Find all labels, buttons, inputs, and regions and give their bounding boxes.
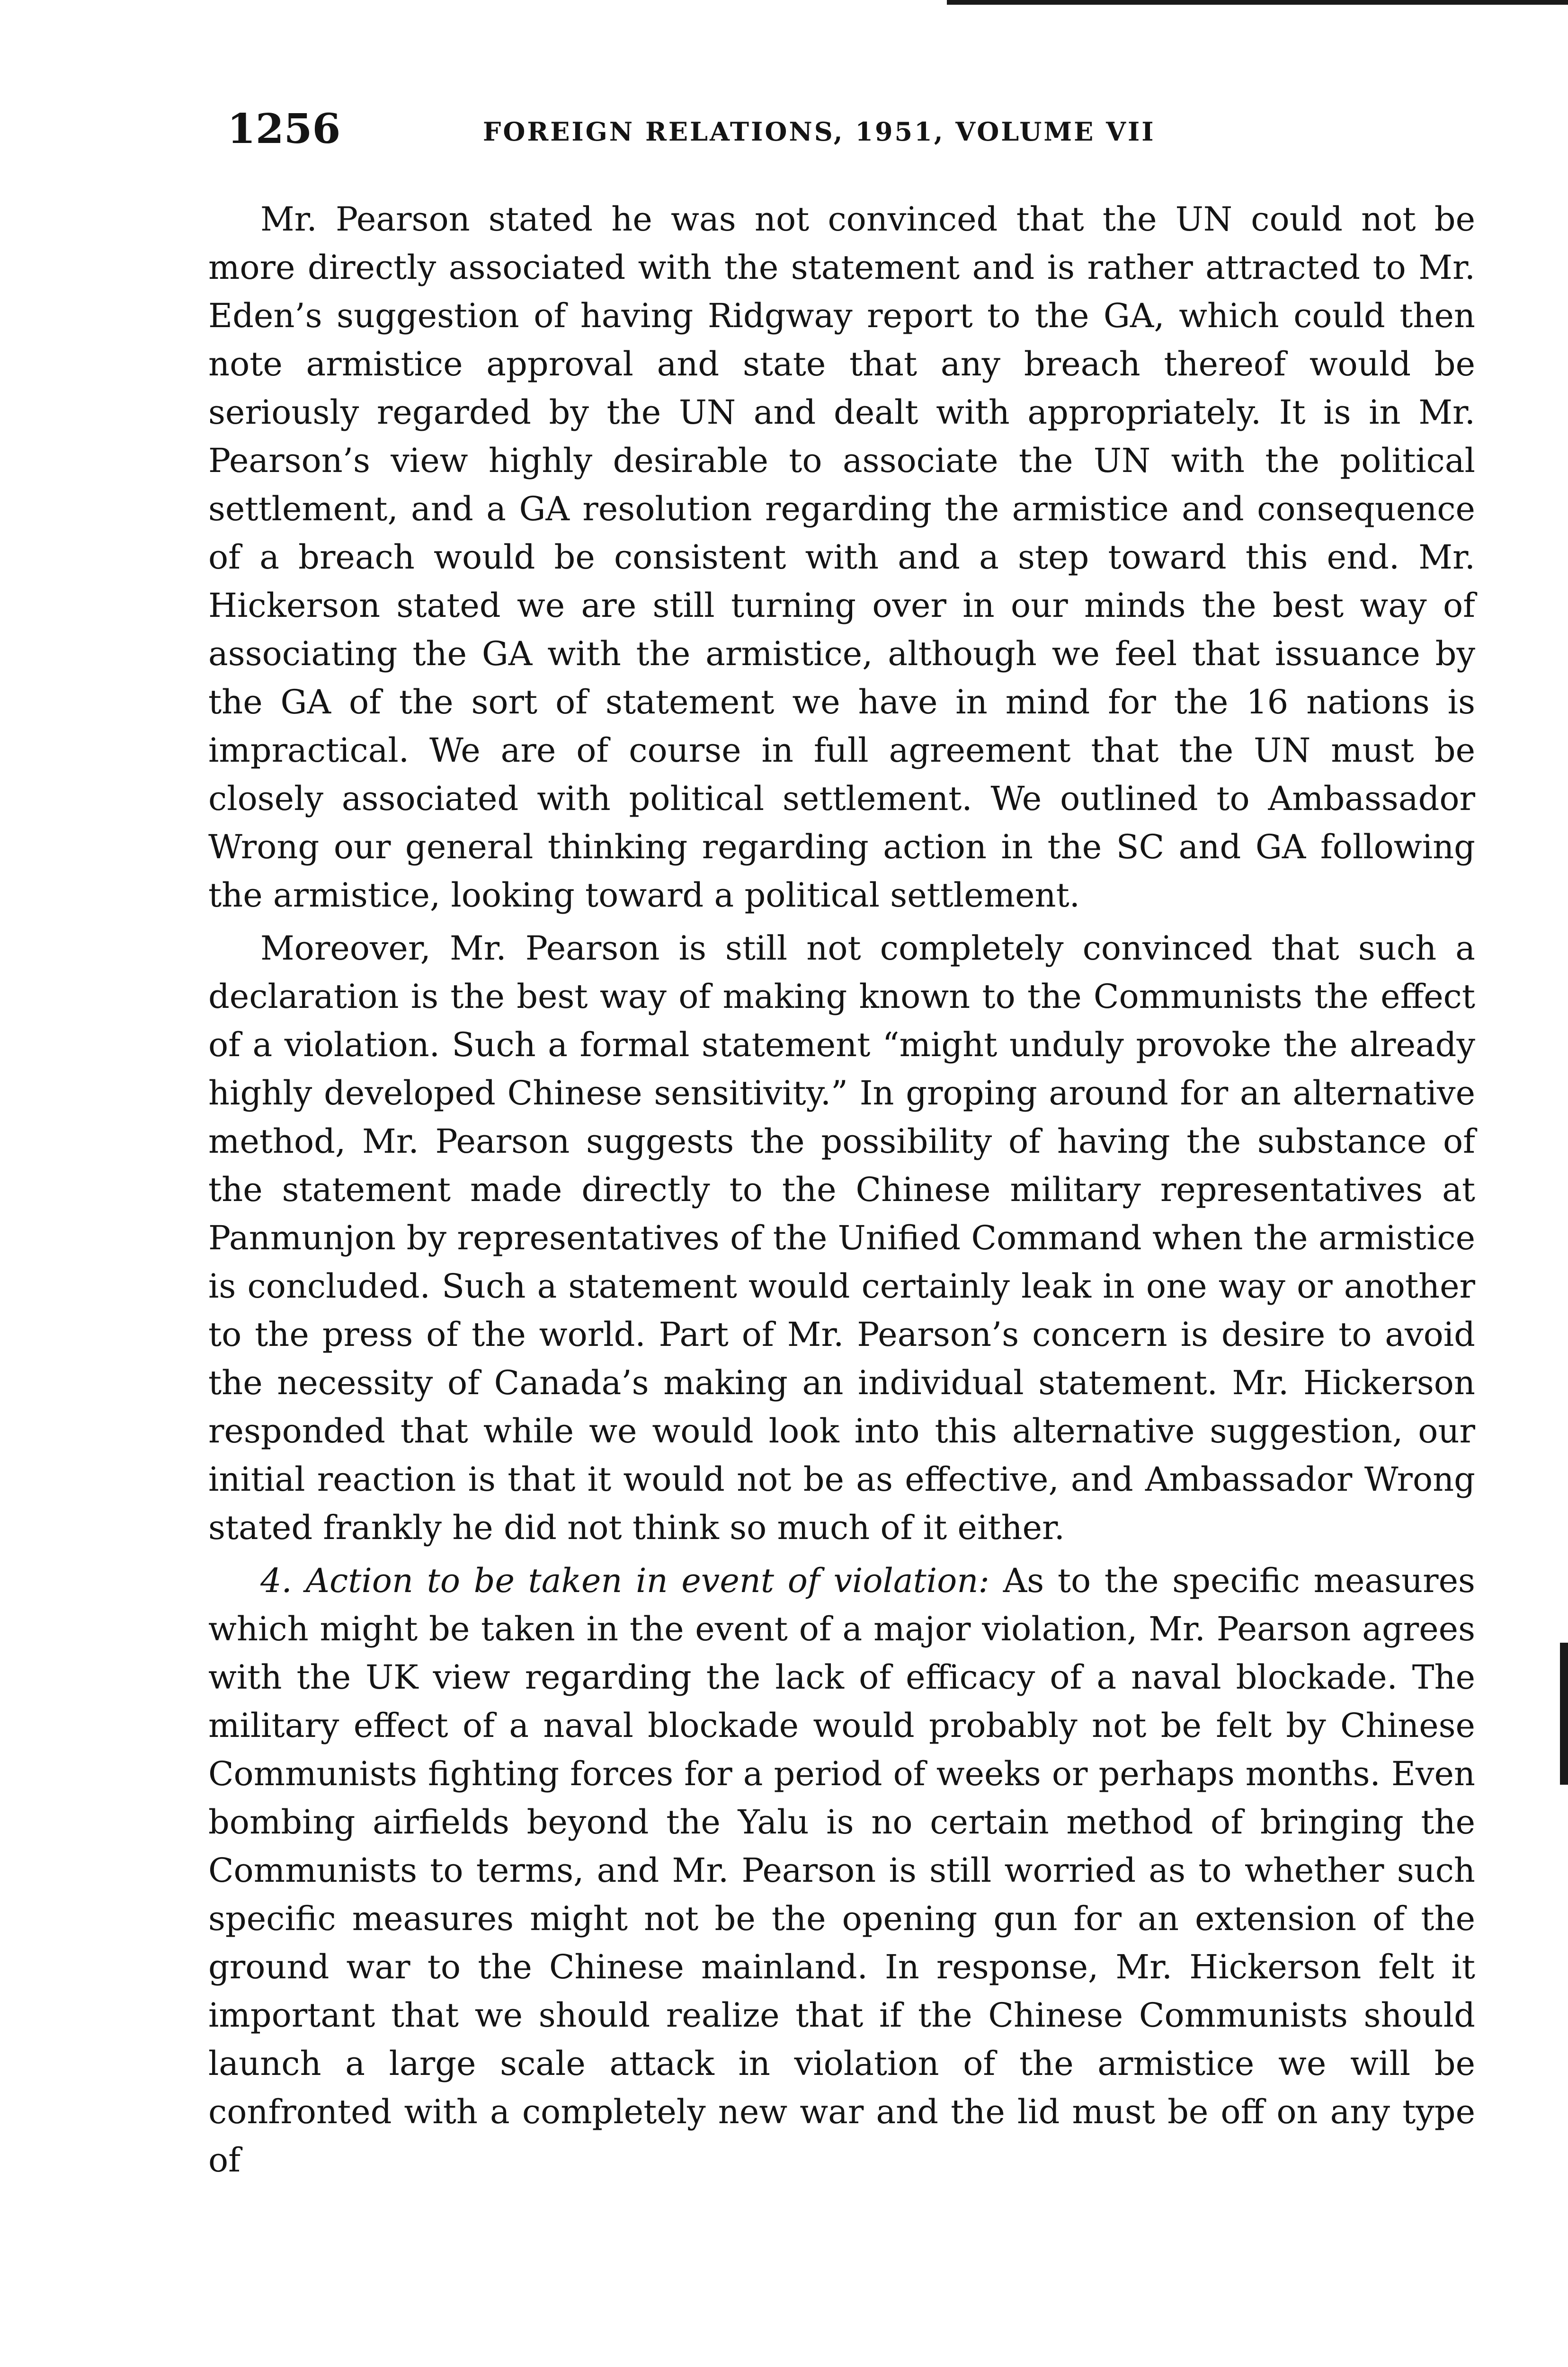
page-number: 1256 [227,105,341,153]
right-margin-mark [1560,1643,1568,1785]
paragraph-1: Mr. Pearson stated he was not convinced that the UN could not be more directly associated with the statement and is rather attracted to Mr. Eden’s suggestion of having Ridgway report to the GA, which could then note armistice approval and state that any breach thereof would be seriously regarded by the UN and dealt with appropriately. It is in Mr. Pearson’s view highly desirable to associate the UN with the political settlement, and a GA resolution regarding the armistice and consequence of a breach would be consistent with and a step toward this end. Mr. Hickerson stated we are still turning over in our minds the best way of associating the GA with the armistice, although we feel that issuance by the GA of the sort of statement we have in mind for the 16 nations is impractical. We are of course in full agreement that the UN must be closely associated with political settlement. We outlined to Ambassador Wrong our general thinking regarding action in the SC and GA following the armistice, looking toward a political settlement. [208,200,1475,915]
paragraph-3-text: As to the specific measures which might be taken in the event of a major violation, Mr. Pearson agrees with the UK view regarding the lack of efficacy of a naval blockade. The military effect of a naval blockade would probably not be felt by Chinese Communists fighting forces for a period of weeks or perhaps months. Even bombing airfields beyond the Yalu is no certain method of bringing the Communists to terms, and Mr. Pearson is still worried as to whether such specific measures might not be the opening gun for an extension of the ground war to the Chinese mainland. In response, Mr. Hickerson felt it important that we should realize that if the Chinese Communists should launch a large scale attack in violation of the armistice we will be confronted with a completely new war and the lid must be off on any type of [208,1561,1475,2180]
running-head: FOREIGN RELATIONS, 1951, VOLUME VII [483,116,1156,147]
paragraph-3 [208,1557,1475,2184]
body-text [208,195,1475,2184]
section-heading: 4. Action to be taken in event of violation: [260,1561,989,1600]
paragraph-2: Moreover, Mr. Pearson is still not completely convinced that such a declaration is the best way of making known to the Communists the effect of a violation. Such a formal statement “might unduly provoke the already highly developed Chinese sensitivity.” In groping around for an alternative method, Mr. Pearson suggests the possibility of having the substance of the statement made directly to the Chinese military representatives at Panmunjon by representatives of the Unified Command when the armistice is concluded. Such a statement would certainly leak in one way or another to the press of the world. Part of Mr. Pearson’s concern is desire to avoid the necessity of Canada’s making an individual statement. Mr. Hickerson responded that while we would look into this alternative suggestion, our initial reaction is that it would not be as effective, and Ambassador Wrong stated frankly he did not think so much of it either. [208,929,1475,1547]
top-edge-rule [947,0,1568,5]
page-header [227,103,1231,155]
